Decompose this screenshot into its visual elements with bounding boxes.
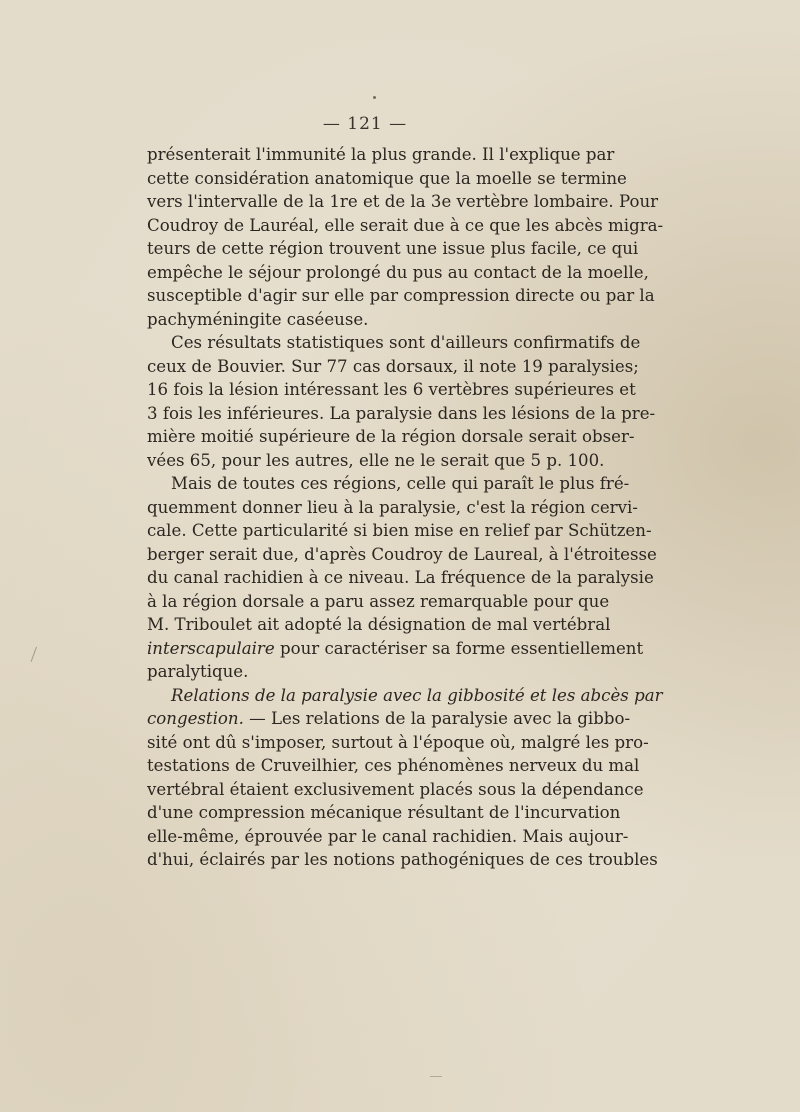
text-line: pachyméningite caséeuse. (147, 309, 369, 329)
text-line: empêche le séjour prolongé du pus au contact de la moelle, (147, 262, 649, 282)
ink-dot (373, 96, 376, 99)
margin-pencil-mark (31, 647, 47, 666)
text-line: vées 65, pour les autres, elle ne le serait que 5 p. 100. (147, 450, 605, 470)
text-line: interscapulaire pour caractériser sa forme essentiellement (147, 638, 644, 658)
text-line: vers l'intervalle de la 1re et de la 3e vertèbre lombaire. Pour (147, 192, 659, 211)
text-line: ceux de Bouvier. Sur 77 cas dorsaux, il note 19 paralysies; (147, 356, 639, 376)
text-line: susceptible d'agir sur elle par compression directe ou par la (147, 286, 655, 305)
text-line: cale. Cette particularité si bien mise en relief par Schützen- (147, 521, 652, 540)
text-line: Ces résultats statistiques sont d'ailleurs confirmatifs de (171, 333, 641, 352)
text-line: berger serait due, d'après Coudroy de Laureal, à l'étroitesse (147, 544, 657, 564)
text-line: testations de Cruveilhier, ces phénomènes nerveux du mal (147, 756, 640, 775)
text-line: mière moitié supérieure de la région dorsale serait obser- (147, 427, 635, 446)
text-line: Mais de toutes ces régions, celle qui paraît le plus fré- (171, 474, 630, 493)
text-line: Coudroy de Lauréal, elle serait due à ce que les abcès migra- (147, 215, 664, 235)
text-line: d'hui, éclairés par les notions pathogéniques de ces troubles (147, 850, 658, 869)
text-line: à la région dorsale a paru assez remarquable pour que (147, 591, 610, 611)
page-number: — 121 — (322, 114, 408, 134)
text-line: cette considération anatomique que la moelle se termine (147, 168, 627, 188)
text-line: 3 fois les inférieures. La paralysie dans les lésions de la pre- (147, 403, 656, 423)
text-line: M. Triboulet ait adopté la désignation de mal vertébral (147, 615, 611, 634)
text-line: vertébral étaient exclusivement placés sous la dépendance (147, 779, 644, 799)
text-line: quemment donner lieu à la paralysie, c'est la région cervi- (147, 497, 638, 517)
text-line: teurs de cette région trouvent une issue plus facile, ce qui (147, 239, 639, 258)
body-text (147, 143, 664, 872)
foot-pencil-mark (430, 1076, 442, 1077)
text-line: d'une compression mécanique résultant de l'incurvation (147, 803, 621, 822)
text-line: paralytique. (147, 662, 249, 681)
text-line: elle-même, éprouvée par le canal rachidien. Mais aujour- (147, 826, 629, 846)
text-line: présenterait l'immunité la plus grande. Il l'explique par (147, 145, 615, 164)
text-line: sité ont dû s'imposer, surtout à l'époque où, malgré les pro- (147, 732, 649, 752)
text-line: du canal rachidien à ce niveau. La fréquence de la paralysie (147, 568, 654, 587)
section-heading-line: Relations de la paralysie avec la gibbosité et les abcès par (171, 685, 663, 705)
text-line: 16 fois la lésion intéressant les 6 vertèbres supérieures et (147, 380, 636, 399)
text-line: congestion. — Les relations de la paralysie avec la gibbo- (147, 709, 631, 728)
